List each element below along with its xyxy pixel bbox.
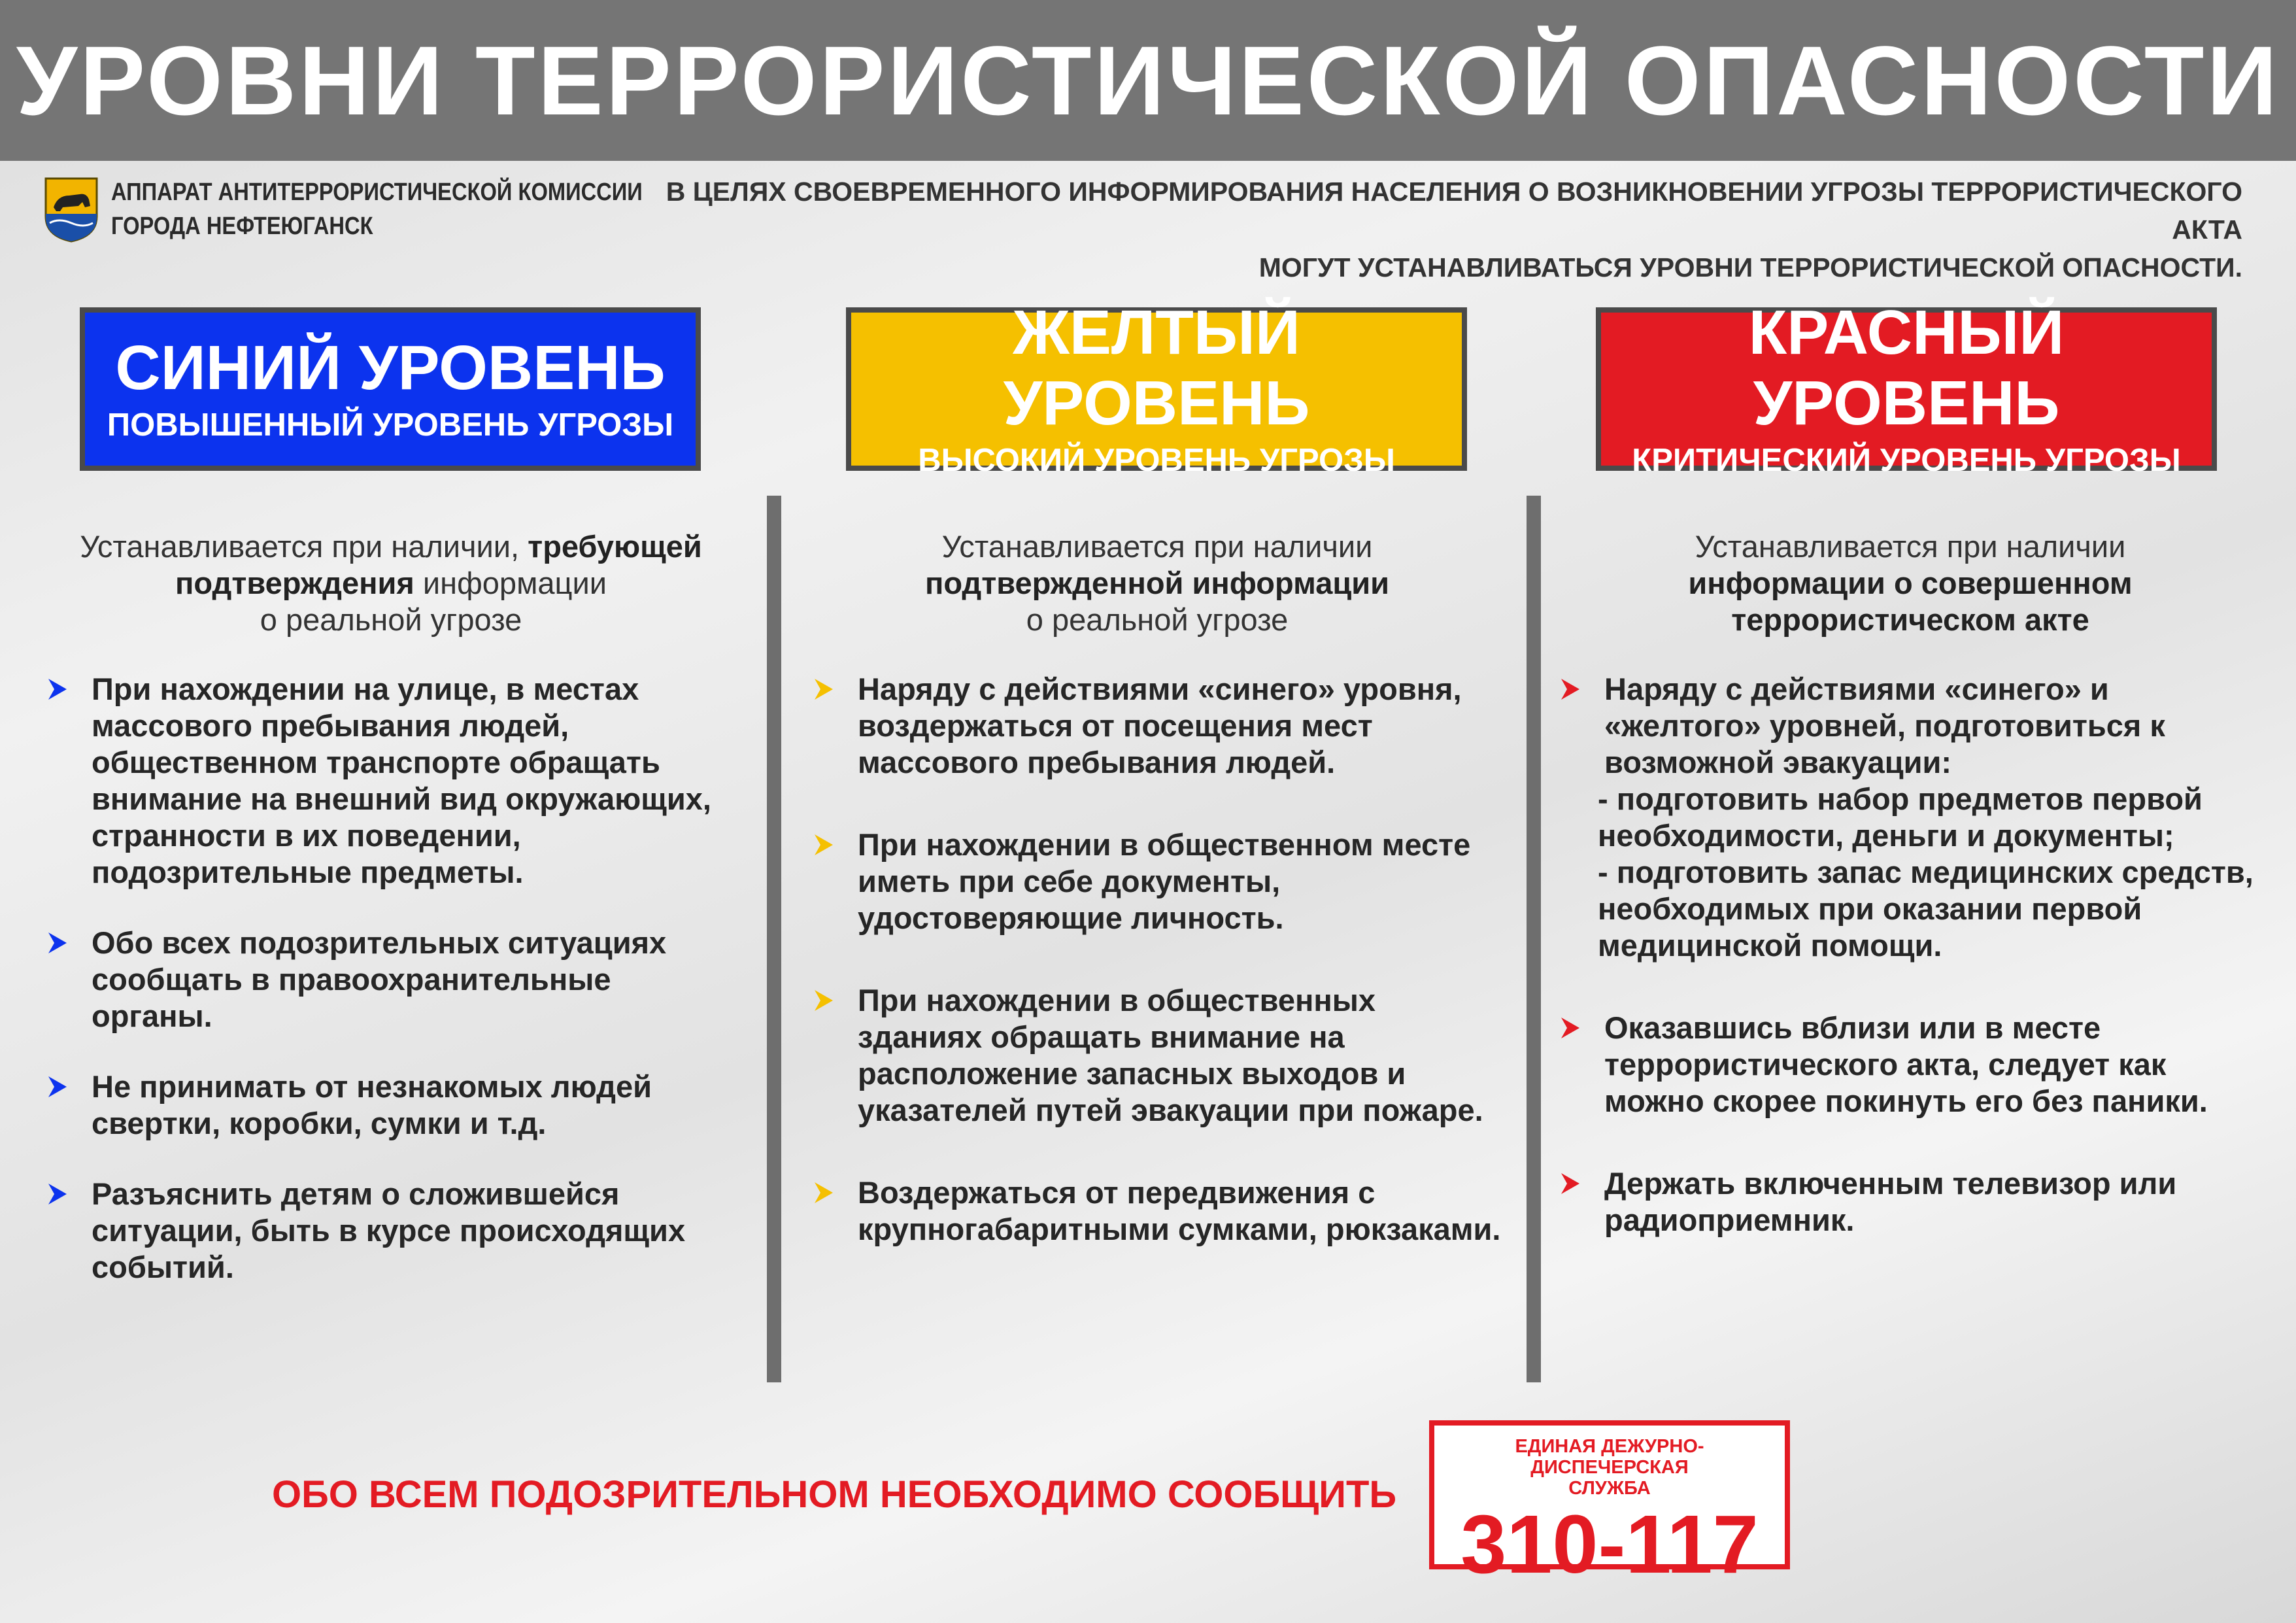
list-item: При нахождении в общественном месте иметь при себе документы, удостоверяющие личность. [811,827,1504,936]
intro-line1: В ЦЕЛЯХ СВОЕВРЕМЕННОГО ИНФОРМИРОВАНИЯ НАСЕЛЕНИЯ О ВОЗНИКНОВЕНИИ УГРОЗЫ ТЕРРОРИСТИЧЕСКОГО АКТА [666,177,2242,245]
level-subtitle: ПОВЫШЕННЫЙ УРОВЕНЬ УГРОЗЫ [107,407,674,443]
org-name-line1: АППАРАТ АНТИТЕРРОРИСТИЧЕСКОЙ КОМИССИИ [111,179,643,206]
list-item: Обо всех подозрительных ситуациях сообщать в правоохранительные органы. [44,925,737,1034]
list-item: Разъяснить детям о сложившейся ситуации, быть в курсе происходящих событий. [44,1176,737,1286]
sub-item: - подготовить набор предметов первой необходимости, деньги и документы; [1598,781,2203,853]
level-name: КРАСНЫЙ УРОВЕНЬ [1748,298,2065,438]
list-item: Воздержаться от передвижения с крупногабаритными сумками, рюкзаками. [811,1174,1504,1248]
intro-text [608,173,2242,286]
coat-of-arms-icon [43,176,99,243]
list-item: При нахождении в общественных зданиях обращать внимание на расположение запасных выходов и указателей путей эвакуации при пожаре. [811,982,1504,1129]
title-banner [0,0,2296,161]
red-level-column [1557,528,2263,1284]
blue-level-banner [80,307,701,471]
list-item: Не принимать от незнакомых людей свертки, коробки, сумки и т.д. [44,1068,737,1142]
report-message: ОБО ВСЕМ ПОДОЗРИТЕЛЬНОМ НЕОБХОДИМО СООБЩИТЬ [272,1473,1397,1516]
blue-level-column [44,528,737,1320]
list-item: Держать включенным телевизор или радиоприемник. [1557,1165,2263,1239]
list-item: Наряду с действиями «синего» и «желтого» уровней, подготовиться к возможной эвакуации: - подготовить набор предметов первой необходимости, деньги и документы; - подготовить запас медицинских средств, необходимых при оказании первой медицинской помощи. [1557,671,2263,964]
list-item: Оказавшись вблизи или в месте террористического акта, следует как можно скорее покинуть его без паники. [1557,1010,2263,1119]
chevron-right-icon [44,930,71,956]
red-level-banner [1596,298,2217,478]
chevron-right-icon [1557,1015,1583,1041]
level-condition: Устанавливается при наличии подтвержденной информации о реальной угрозе [924,529,1390,637]
chevron-right-icon [44,676,71,702]
yellow-level-column [811,528,1504,1293]
org-name-line2: ГОРОДА НЕФТЕЮГАНСК [111,213,373,240]
chevron-right-icon [811,1180,837,1206]
yellow-level-banner [846,298,1467,478]
chevron-right-icon [1557,676,1583,702]
column-divider [1527,496,1541,1382]
chevron-right-icon [811,676,837,702]
phone-number[interactable]: 310-117 [1460,1498,1759,1590]
emergency-contact-box [1429,1420,1790,1590]
chevron-right-icon [1557,1170,1583,1197]
chevron-right-icon [811,987,837,1014]
level-subtitle: КРИТИЧЕСКИЙ УРОВЕНЬ УГРОЗЫ [1632,443,2181,478]
column-divider [767,496,781,1382]
page-title: УРОВНИ ТЕРРОРИСТИЧЕСКОЙ ОПАСНОСТИ [16,25,2280,135]
level-condition: Устанавливается при наличии информации о совершенном террористическом акте [1688,529,2133,637]
chevron-right-icon [44,1181,71,1207]
level-subtitle: ВЫСОКИЙ УРОВЕНЬ УГРОЗЫ [918,443,1395,478]
level-name: СИНИЙ УРОВЕНЬ [115,333,666,403]
list-item: Наряду с действиями «синего» уровня, воздержаться от посещения мест массового пребывания людей. [811,671,1504,781]
sub-item: - подготовить запас медицинских средств, необходимых при оказании первой медицинской помощи. [1598,855,2254,963]
service-name-line2: СЛУЖБА [1568,1478,1651,1499]
level-name: ЖЕЛТЫЙ УРОВЕНЬ [1003,298,1310,438]
chevron-right-icon [44,1074,71,1100]
level-condition: Устанавливается при наличии, требующей подтверждения информации о реальной угрозе [80,529,702,637]
chevron-right-icon [811,832,837,858]
list-item: При нахождении на улице, в местах массового пребывания людей, общественном транспорте обращать внимание на внешний вид окружающих, странности в их поведении, подозрительные предметы. [44,671,737,891]
intro-line2: МОГУТ УСТАНАВЛИВАТЬСЯ УРОВНИ ТЕРРОРИСТИЧЕСКОЙ ОПАСНОСТИ. [1258,252,2242,282]
service-name-line1: ЕДИНАЯ ДЕЖУРНО- ДИСПЕЧЕРСКАЯ [1515,1436,1704,1478]
